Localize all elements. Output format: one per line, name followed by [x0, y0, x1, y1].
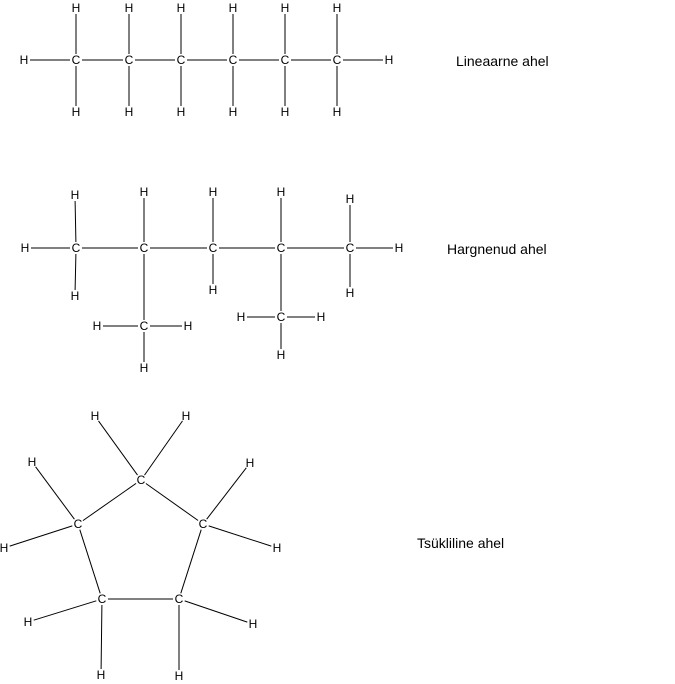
- hydrogen-atom-linear-6-top: H: [332, 1, 342, 15]
- carbon-atom-linear-2: C: [124, 53, 134, 67]
- c-c-bond-cyclic-5: [83, 483, 136, 520]
- hydrogen-atom-branched-methyl-1-left: H: [92, 319, 102, 333]
- hydrogen-atom-linear-1-top: H: [71, 1, 81, 15]
- hydrogen-atom-linear-3-bottom: H: [176, 105, 186, 119]
- hydrogen-atom-cyclic-1-1: H: [90, 409, 100, 423]
- hydrogen-atom-linear-6-bottom: H: [332, 105, 342, 119]
- carbon-atom-branched-2: C: [139, 241, 149, 255]
- hydrogen-atom-cyclic-1-2: H: [181, 409, 191, 423]
- carbon-atom-branched-4: C: [276, 241, 286, 255]
- carbon-atom-branched-methyl-1: C: [139, 319, 149, 333]
- carbon-atom-branched-1: C: [71, 241, 81, 255]
- hydrogen-atom-branched-methyl-2-left: H: [236, 310, 246, 324]
- carbon-atom-linear-1: C: [71, 53, 81, 67]
- hydrogen-atom-linear-5-top: H: [280, 1, 290, 15]
- hydrogen-atom-branched-2-top: H: [139, 185, 149, 199]
- hydrogen-atom-linear-4-bottom: H: [228, 105, 238, 119]
- hydrogen-atom-linear-2-bottom: H: [124, 105, 134, 119]
- hydrogen-atom-branched-methyl-1-right: H: [183, 319, 193, 333]
- carbon-atom-cyclic-5: C: [73, 517, 83, 531]
- c-c-bond-cyclic-2: [181, 530, 201, 594]
- c-h-bond-cyclic-1-1: [99, 421, 138, 475]
- hydrogen-atom-branched-3-bottom: H: [208, 283, 218, 297]
- carbon-atom-cyclic-4: C: [97, 592, 107, 606]
- hydrogen-atom-branched-4-top: H: [276, 185, 286, 199]
- carbon-atom-branched-methyl-2: C: [276, 310, 286, 324]
- hydrogen-atom-linear-4-top: H: [228, 1, 238, 15]
- c-h-bond-cyclic-5-1: [36, 467, 75, 519]
- c-h-bond-cyclic-2-2: [209, 526, 272, 546]
- hydrogen-atom-cyclic-4-2: H: [96, 668, 106, 682]
- c-h-bond-branched-1-top: [75, 201, 76, 242]
- caption-branched-chain: Hargnenud ahel: [447, 241, 547, 257]
- hydrogen-atom-branched-methyl-1-bottom: H: [139, 361, 149, 375]
- hydrogen-atom-linear-3-top: H: [176, 1, 186, 15]
- hydrogen-atom-branched-right-end: H: [394, 241, 404, 255]
- hydrogen-atom-linear-right-end: H: [384, 53, 394, 67]
- hydrogen-atom-linear-left-end: H: [19, 53, 29, 67]
- hydrogen-atom-cyclic-5-2: H: [0, 541, 9, 555]
- carbon-atom-cyclic-1: C: [136, 473, 146, 487]
- caption-linear-chain: Lineaarne ahel: [456, 53, 549, 69]
- carbon-atom-linear-4: C: [228, 53, 238, 67]
- carbon-atom-branched-3: C: [208, 241, 218, 255]
- caption-cyclic-chain: Tsükliline ahel: [417, 535, 505, 551]
- hydrogen-atom-cyclic-2-2: H: [272, 541, 282, 555]
- c-h-bond-cyclic-4-1: [34, 601, 97, 620]
- c-c-bond-cyclic-4: [80, 530, 100, 594]
- hydrogen-atom-branched-3-top: H: [208, 185, 218, 199]
- c-h-bond-cyclic-4-2: [101, 605, 102, 669]
- hydrogen-atom-cyclic-3-2: H: [174, 669, 184, 683]
- atoms-layer: [0, 1, 403, 683]
- c-h-bond-cyclic-3-1: [185, 601, 248, 622]
- carbon-atom-linear-6: C: [332, 53, 342, 67]
- hydrogen-atom-cyclic-4-1: H: [23, 615, 33, 629]
- hydrogen-atom-branched-1-top: H: [70, 188, 80, 202]
- c-h-bond-cyclic-5-2: [10, 526, 73, 546]
- hydrogen-atom-branched-1-bottom: H: [70, 289, 80, 303]
- hydrogen-atom-branched-5-bottom: H: [345, 286, 355, 300]
- hydrogen-atom-branched-5-top: H: [345, 192, 355, 206]
- hydrogen-atom-cyclic-3-1: H: [248, 617, 258, 631]
- c-h-bond-branched-1-bottom: [75, 254, 76, 290]
- hydrogen-atom-cyclic-5-1: H: [27, 455, 37, 469]
- c-h-bond-cyclic-2-1: [207, 468, 247, 519]
- carbon-atom-branched-5: C: [345, 241, 355, 255]
- c-h-bond-cyclic-1-2: [145, 421, 183, 475]
- carbon-atom-cyclic-3: C: [174, 592, 184, 606]
- hydrogen-atom-linear-2-top: H: [124, 1, 134, 15]
- c-c-bond-cyclic-1: [146, 484, 198, 521]
- hydrogen-atom-linear-1-bottom: H: [71, 105, 81, 119]
- hydrogen-atom-cyclic-2-1: H: [245, 456, 255, 470]
- carbon-atom-linear-5: C: [280, 53, 290, 67]
- hydrogen-atom-branched-left-end: H: [20, 241, 30, 255]
- hydrogen-atom-linear-5-bottom: H: [280, 105, 290, 119]
- carbon-atom-cyclic-2: C: [198, 517, 208, 531]
- hydrogen-atom-branched-methyl-2-bottom: H: [276, 348, 286, 362]
- hydrogen-atom-branched-methyl-2-right: H: [316, 310, 326, 324]
- carbon-atom-linear-3: C: [176, 53, 186, 67]
